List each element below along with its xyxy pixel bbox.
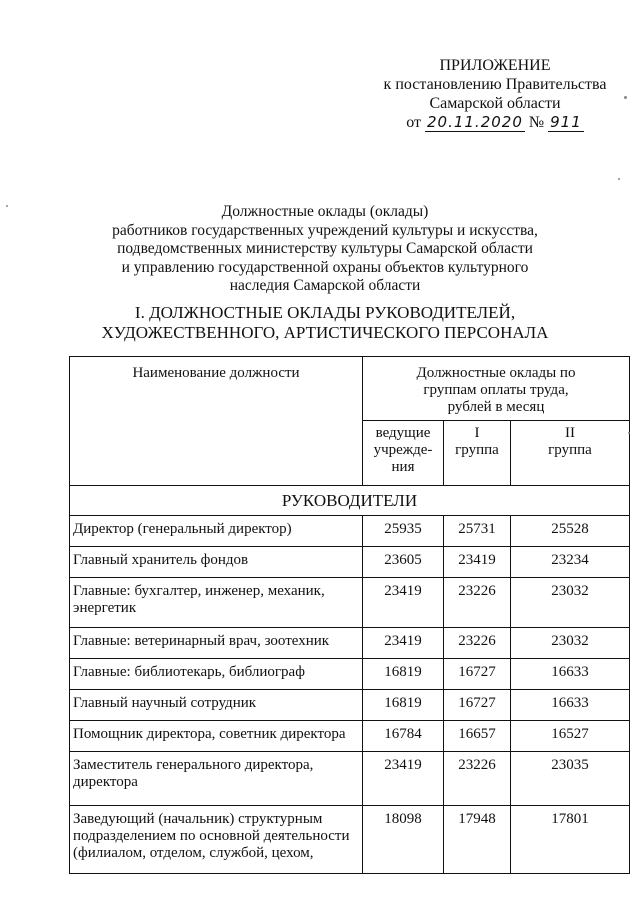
- salary-group-1: 23419: [444, 547, 511, 578]
- appendix-heading: ПРИЛОЖЕНИЕ: [439, 57, 551, 74]
- handwritten-date: 20.11.2020: [426, 113, 523, 131]
- scan-noise: [628, 432, 630, 434]
- salary-group-2: 23035: [511, 752, 630, 806]
- salary-group-2: 23032: [511, 578, 630, 628]
- document-title: [60, 203, 590, 296]
- scan-noise: [6, 205, 8, 207]
- sub-leading-line-2: учрежде-: [373, 442, 433, 458]
- title-line-4: и управлению государственной охраны объектов культурного: [121, 258, 529, 276]
- header-group-line-2: группам оплаты труда,: [423, 382, 569, 398]
- position-name: Главные: библиотекарь, библиограф: [70, 659, 363, 690]
- salary-group-2: 16527: [511, 721, 630, 752]
- salary-group-2: 23234: [511, 547, 630, 578]
- salary-group-1: 16727: [444, 690, 511, 721]
- sub-g2-line-2: группа: [548, 442, 592, 458]
- table-row: [70, 659, 630, 690]
- position-name: Главный хранитель фондов: [70, 547, 363, 578]
- salary-group-2: 25528: [511, 516, 630, 547]
- scan-noise: [618, 178, 620, 180]
- header-position-name: Наименование должности: [70, 357, 363, 486]
- scan-noise: [624, 96, 627, 99]
- category-row: [70, 486, 630, 516]
- salary-leading: 23419: [363, 578, 444, 628]
- sub-g2-line-1: II: [565, 425, 575, 441]
- table-row: [70, 547, 630, 578]
- table-row: [70, 721, 630, 752]
- table-row: [70, 578, 630, 628]
- position-name: Главные: ветеринарный врач, зоотехник: [70, 628, 363, 659]
- sub-leading-line-3: ния: [391, 459, 415, 475]
- table-header-row: [70, 357, 630, 421]
- position-name: Главный научный сотрудник: [70, 690, 363, 721]
- number-prefix: №: [528, 114, 545, 131]
- category-label: РУКОВОДИТЕЛИ: [70, 486, 630, 516]
- sub-g1-line-2: группа: [455, 442, 499, 458]
- salary-group-2: 23032: [511, 628, 630, 659]
- subheader-group-2: [511, 421, 630, 486]
- table-row: [70, 752, 630, 806]
- salary-table: [69, 356, 630, 874]
- position-name: Заместитель генерального директора, директора: [70, 752, 363, 806]
- salary-group-2: 16633: [511, 659, 630, 690]
- appendix-block: [380, 56, 610, 132]
- salary-leading: 16784: [363, 721, 444, 752]
- salary-leading: 18098: [363, 806, 444, 874]
- appendix-line-2: Самарской области: [429, 95, 561, 112]
- salary-group-1: 25731: [444, 516, 511, 547]
- table-row: [70, 690, 630, 721]
- table-row: [70, 628, 630, 659]
- sub-leading-line-1: ведущие: [375, 425, 431, 441]
- section-title: [60, 303, 590, 343]
- title-line-2: работников государственных учреждений культуры и искусства,: [112, 221, 538, 239]
- salary-group-1: 17948: [444, 806, 511, 874]
- date-prefix: от: [406, 114, 421, 131]
- handwritten-number: 911: [550, 113, 582, 131]
- salary-leading: 23605: [363, 547, 444, 578]
- salary-leading: 16819: [363, 690, 444, 721]
- table-row: [70, 806, 630, 874]
- sub-g1-line-1: I: [474, 425, 480, 441]
- salary-group-1: 23226: [444, 628, 511, 659]
- section-title-line-1: I. ДОЛЖНОСТНЫЕ ОКЛАДЫ РУКОВОДИТЕЛЕЙ,: [134, 303, 516, 322]
- title-line-1: Должностные оклады (оклады): [221, 203, 429, 220]
- salary-group-2: 16633: [511, 690, 630, 721]
- appendix-line-1: к постановлению Правительства: [383, 76, 607, 93]
- salary-leading: 23419: [363, 628, 444, 659]
- position-name: Директор (генеральный директор): [70, 516, 363, 547]
- subheader-leading: [363, 421, 444, 486]
- appendix-date-line: [380, 113, 610, 132]
- header-group-line-1: Должностные оклады по: [416, 365, 576, 381]
- salary-group-1: 16657: [444, 721, 511, 752]
- table-row: [70, 516, 630, 547]
- title-line-3: подведомственных министерству культуры Самарской области: [117, 240, 533, 257]
- title-line-5: наследия Самарской области: [229, 277, 421, 294]
- salary-group-1: 23226: [444, 578, 511, 628]
- salary-group-1: 23226: [444, 752, 511, 806]
- header-salary-groups: [363, 357, 630, 421]
- salary-leading: 25935: [363, 516, 444, 547]
- salary-leading: 23419: [363, 752, 444, 806]
- salary-group-1: 16727: [444, 659, 511, 690]
- salary-leading: 16819: [363, 659, 444, 690]
- header-group-line-3: рублей в месяц: [447, 399, 545, 415]
- subheader-group-1: [444, 421, 511, 486]
- position-name: Заведующий (начальник) структурным подразделением по основной деятельности (филиалом, отделом, службой, цехом,: [70, 806, 363, 874]
- position-name: Главные: бухгалтер, инженер, механик, энергетик: [70, 578, 363, 628]
- position-name: Помощник директора, советник директора: [70, 721, 363, 752]
- section-title-line-2: ХУДОЖЕСТВЕННОГО, АРТИСТИЧЕСКОГО ПЕРСОНАЛА: [101, 323, 549, 342]
- salary-group-2: 17801: [511, 806, 630, 874]
